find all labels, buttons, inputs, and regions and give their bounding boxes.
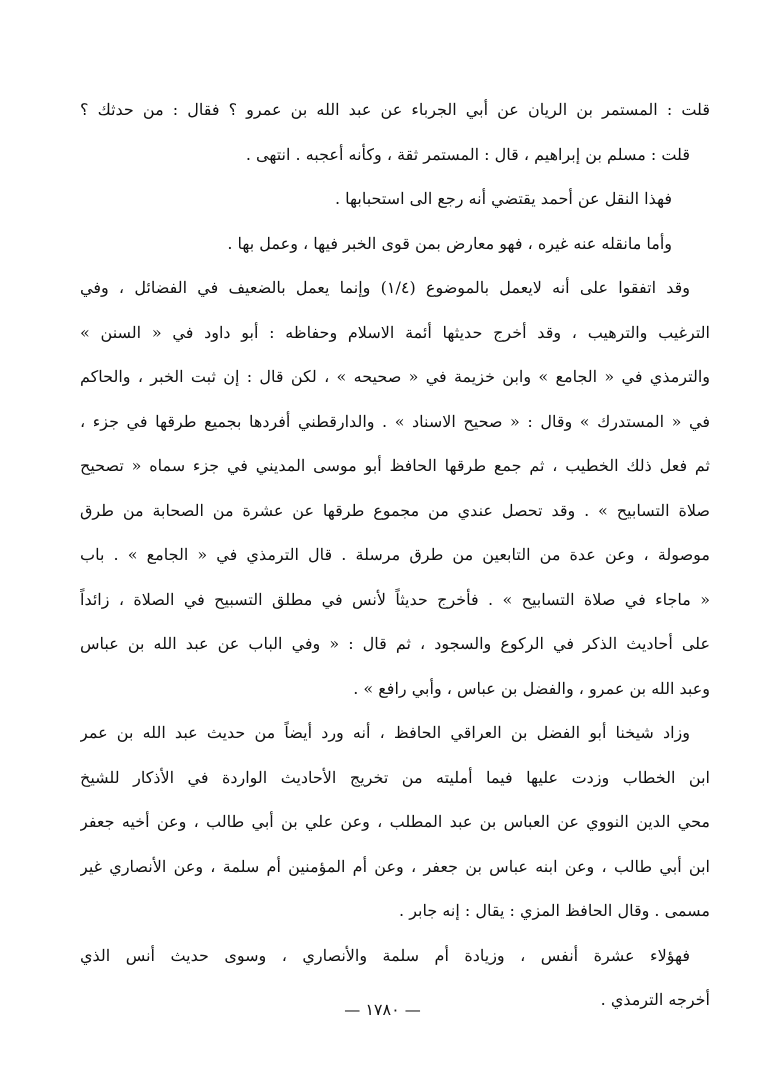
- body-text: [80, 88, 710, 1023]
- text-line-5: وقد اتفقوا على أنه لايعمل بالموضوع (١/٤) وإنما يعمل بالضعيف في الفضائل ، وفي: [80, 278, 691, 297]
- text-line-3: فهذا النقل عن أحمد يقتضي أنه رجع الى استحبابها .: [334, 189, 672, 208]
- text-line-21: أخرجه الترمذي .: [600, 990, 710, 1009]
- text-line-1: قلت : المستمر بن الريان عن أبي الجرباء عن عبد الله بن عمرو ؟ فقال : من حدثك ؟: [80, 100, 710, 119]
- text-line-18: ابن أبي طالب ، وعن ابنه عباس بن جعفر ، وعن أم المؤمنين أم سلمة ، وعن الأنصاري غير: [80, 856, 710, 876]
- text-line-8: في « المستدرك » وقال : « صحيح الاسناد » . والدارقطني أفردها بجميع طرقها في جزء ،: [80, 411, 710, 431]
- text-line-14: وعبد الله بن عمرو ، والفضل بن عباس ، وأبي رافع » .: [353, 678, 710, 698]
- text-line-20: فهؤلاء عشرة أنفس ، وزيادة أم سلمة والأنصاري ، وسوى حديث أنس الذي: [80, 945, 690, 965]
- text-line-19: مسمى . وقال الحافظ المزي : يقال : إنه جابر .: [399, 901, 710, 920]
- text-line-6: الترغيب والترهيب ، وقد أخرج حديثها أئمة الاسلام وحفاظه : أبو داود في « السنن »: [80, 322, 710, 342]
- text-line-11: موصولة ، وعن عدة من التابعين من طرق مرسلة . قال الترمذي في « الجامع » . باب: [80, 545, 710, 564]
- text-line-9: ثم فعل ذلك الخطيب ، ثم جمع طرقها الحافظ أبو موسى المديني في جزء سماه « تصحيح: [80, 456, 710, 475]
- text-line-7: والترمذي في « الجامع » وابن خزيمة في « صحيحه » ، لكن قال : إن ثبت الخبر ، والحاكم: [80, 367, 710, 386]
- text-line-16: ابن الخطاب وزدت عليها فيما أمليته من تخريج الأحاديث الواردة في الأذكار للشيخ: [80, 767, 710, 787]
- page-number: — ١٧٨٠ —: [344, 1000, 421, 1019]
- text-line-10: صلاة التسابيح » . وقد تحصل عندي من مجموع طرقها عن عشرة من الصحابة من طرق: [80, 500, 710, 520]
- text-line-4: وأما مانقله عنه غيره ، فهو معارض بمن قوى الخبر فيها ، وعمل بها .: [227, 233, 672, 253]
- text-line-15: وزاد شيخنا أبو الفضل بن العراقي الحافظ ، أنه ورد أيضاً من حديث عبد الله بن عمر: [80, 723, 690, 742]
- text-line-17: محي الدين النووي عن العباس بن عبد المطلب ، وعن علي بن أبي طالب ، وعن أخيه جعفر: [80, 812, 710, 831]
- text-line-13: على أحاديث الذكر في الركوع والسجود ، ثم قال : « وفي الباب عن عبد الله بن عباس: [80, 634, 710, 653]
- text-line-12: « ماجاء في صلاة التسابيح » . فأخرج حديثاً لأنس في مطلق التسبيح في الصلاة ، زائداً: [80, 589, 710, 609]
- text-line-2: قلت : مسلم بن إبراهيم ، قال : المستمر ثقة ، وكأنه أعجبه . انتهى .: [245, 144, 690, 164]
